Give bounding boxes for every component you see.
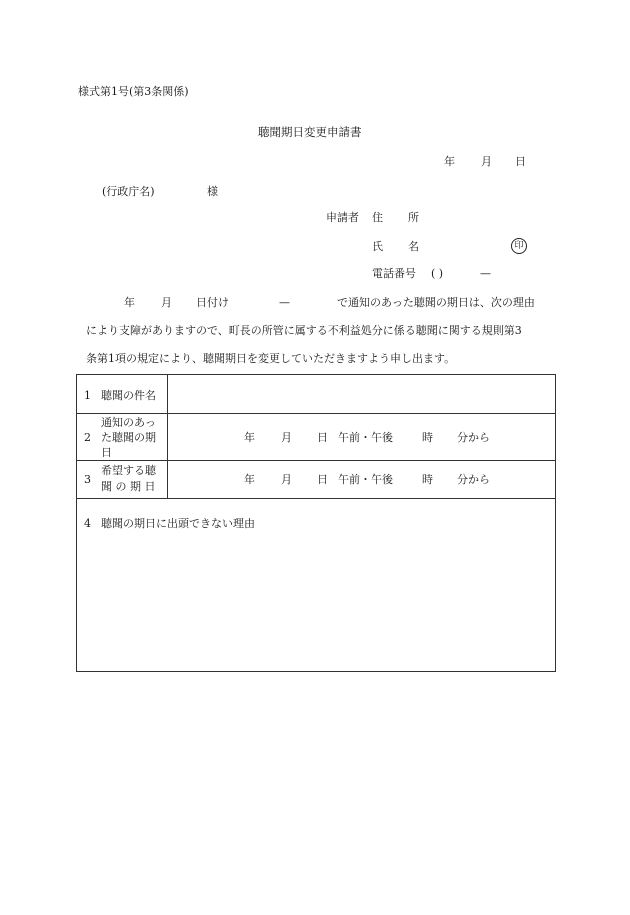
body-line3: 条第1項の規定により、聴聞期日を変更していただきますよう申し出ます。 — [86, 352, 456, 365]
honorific: 様 — [207, 185, 218, 198]
address-label-2: 所 — [408, 211, 419, 224]
row2-number: 2 — [84, 431, 91, 444]
row2-ampm: 午前・午後 — [338, 431, 393, 444]
row1-number: 1 — [84, 389, 91, 402]
row2-month: 月 — [281, 431, 292, 444]
name-label-2: 名 — [408, 240, 419, 253]
body-line1: で通知のあった聴聞の期日は、次の理由 — [337, 296, 535, 309]
applicant-label: 申請者 — [326, 211, 359, 224]
row3-month: 月 — [281, 473, 292, 486]
body-day: 日付け — [196, 296, 229, 309]
date-month-label: 月 — [481, 155, 492, 168]
row3-hour: 時 — [422, 473, 433, 486]
notified-date-field[interactable] — [168, 414, 555, 460]
requested-date-field[interactable] — [168, 461, 555, 498]
row2-label-line2: た聴聞の期 — [101, 431, 156, 444]
address-label-1: 住 — [372, 211, 383, 224]
row3-ampm: 午前・午後 — [338, 473, 393, 486]
agency-name-label: (行政庁名) — [102, 185, 155, 198]
row2-minute: 分から — [457, 431, 490, 444]
name-label-1: 氏 — [372, 240, 383, 253]
reason-field[interactable] — [77, 535, 555, 671]
row3-number: 3 — [84, 473, 91, 486]
body-year: 年 — [124, 296, 135, 309]
row2-hour: 時 — [422, 431, 433, 444]
row4-label: 聴聞の期日に出頭できない理由 — [101, 517, 255, 530]
row2-year: 年 — [244, 431, 255, 444]
row3-day: 日 — [317, 473, 328, 486]
row3-label-line1: 希望する聴 — [101, 464, 156, 477]
table-divider — [77, 498, 555, 499]
seal-mark: 印 — [511, 238, 527, 254]
row3-year: 年 — [244, 473, 255, 486]
row1-label: 聴聞の件名 — [101, 389, 156, 402]
row2-label-line1: 通知のあっ — [101, 416, 156, 429]
date-day-label: 日 — [515, 155, 526, 168]
body-dash: — — [279, 296, 290, 309]
row3-minute: 分から — [457, 473, 490, 486]
row2-day: 日 — [317, 431, 328, 444]
row4-number: 4 — [84, 517, 91, 530]
row2-label-line3: 日 — [101, 446, 112, 459]
body-month: 月 — [161, 296, 172, 309]
phone-label: 電話番号 — [372, 267, 416, 280]
subject-field[interactable] — [168, 375, 555, 413]
date-year-label: 年 — [444, 155, 455, 168]
form-number: 様式第1号(第3条関係) — [78, 85, 189, 98]
row3-label-line2: 聞 の 期 日 — [101, 480, 156, 493]
document-title: 聴聞期日変更申請書 — [258, 125, 362, 139]
application-table — [76, 374, 556, 672]
phone-dash: — — [480, 267, 491, 280]
body-line2: により支障がありますので、町長の所管に属する不利益処分に係る聴聞に関する規則第3 — [86, 324, 522, 337]
phone-area-code: ( ) — [431, 267, 444, 280]
